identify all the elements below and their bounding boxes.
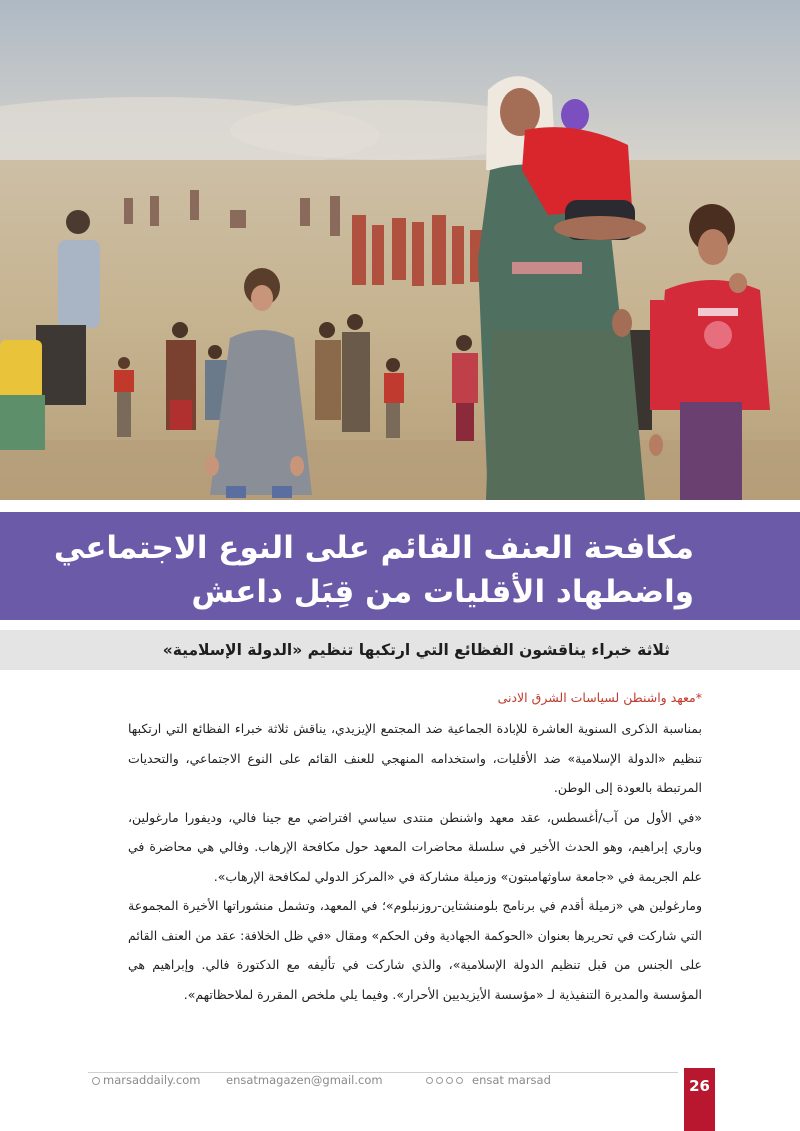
hero-photo: [0, 0, 800, 500]
page-number: 26: [684, 1068, 715, 1131]
page-title-line-2: واضطهاد الأقليات من قِبَل داعش: [191, 574, 694, 610]
footer-email[interactable]: ensatmagazen@gmail.com: [226, 1073, 383, 1087]
paragraph-2: «في الأول من آب/أغسطس، عقد معهد واشنطن منتدى سياسي افتراضي مع جينا فالي، وديفورا مارغولين، وباري إبراهيم، وهو الحدث الأخير في سلسلة محاضرات المعهد حول مكافحة الإرهاب. وفالي هي محاضرة في علم الجريمة في «جامعة ساوثهامبتون» وزميلة مشاركة في «المركز الدولي لمكافحة الإرهاب».: [128, 809, 702, 884]
paragraph-3: ومارغولين هي «زميلة أقدم في برنامج بلومنشتاين-روزنبلوم»؛ في المعهد، وتشمل منشوراتها الأخيرة المجموعة التي شاركت في تحريرها بعنوان «الحوكمة الجهادية وفن الحكم» ومقال «في ظل الخلافة: عقد من العنف القائم على الجنس من قبل تنظيم الدولة الإسلامية»، والذي شاركت في تأليفه مع الدكتورة فالي. وإبراهيم هي المؤسسة والمديرة التنفيذية لـ «مؤسسة الأيزيديين الأحرار». وفيما يلي ملخص المقررة لملاحظاتهم».: [128, 898, 702, 1002]
paragraph-1: بمناسبة الذكرى السنوية العاشرة للإبادة الجماعية ضد المجتمع الإيزيدي، يناقش ثلاثة خبراء الفظائع التي ارتكبها تنظيم «الدولة الإسلامية» ضد الأقليات، واستخدامه المنهجي للعنف القائم على النوع الاجتماعي، والتحديات المرتبطة بالعودة إلى الوطن.: [128, 721, 702, 795]
byline: *معهد واشنطن لسياسات الشرق الادنى: [497, 690, 702, 705]
article-body: [128, 688, 702, 1009]
footer-website[interactable]: [92, 1073, 200, 1087]
title-band: [0, 512, 800, 620]
instagram-icon[interactable]: [446, 1077, 453, 1084]
footer-social[interactable]: [426, 1073, 551, 1087]
page-title-line-1: مكافحة العنف القائم على النوع الاجتماعي: [53, 530, 694, 566]
youtube-icon[interactable]: [456, 1077, 463, 1084]
twitter-icon[interactable]: [436, 1077, 443, 1084]
social-handle[interactable]: ensat marsad: [472, 1073, 551, 1087]
page-subtitle: ثلاثة خبراء يناقشون الفظائع التي ارتكبها تنظيم «الدولة الإسلامية»: [162, 641, 670, 659]
website-link[interactable]: marsaddaily.com: [103, 1073, 201, 1087]
facebook-icon[interactable]: [426, 1077, 433, 1084]
at-icon: [92, 1077, 100, 1085]
subtitle-band: [0, 630, 800, 670]
